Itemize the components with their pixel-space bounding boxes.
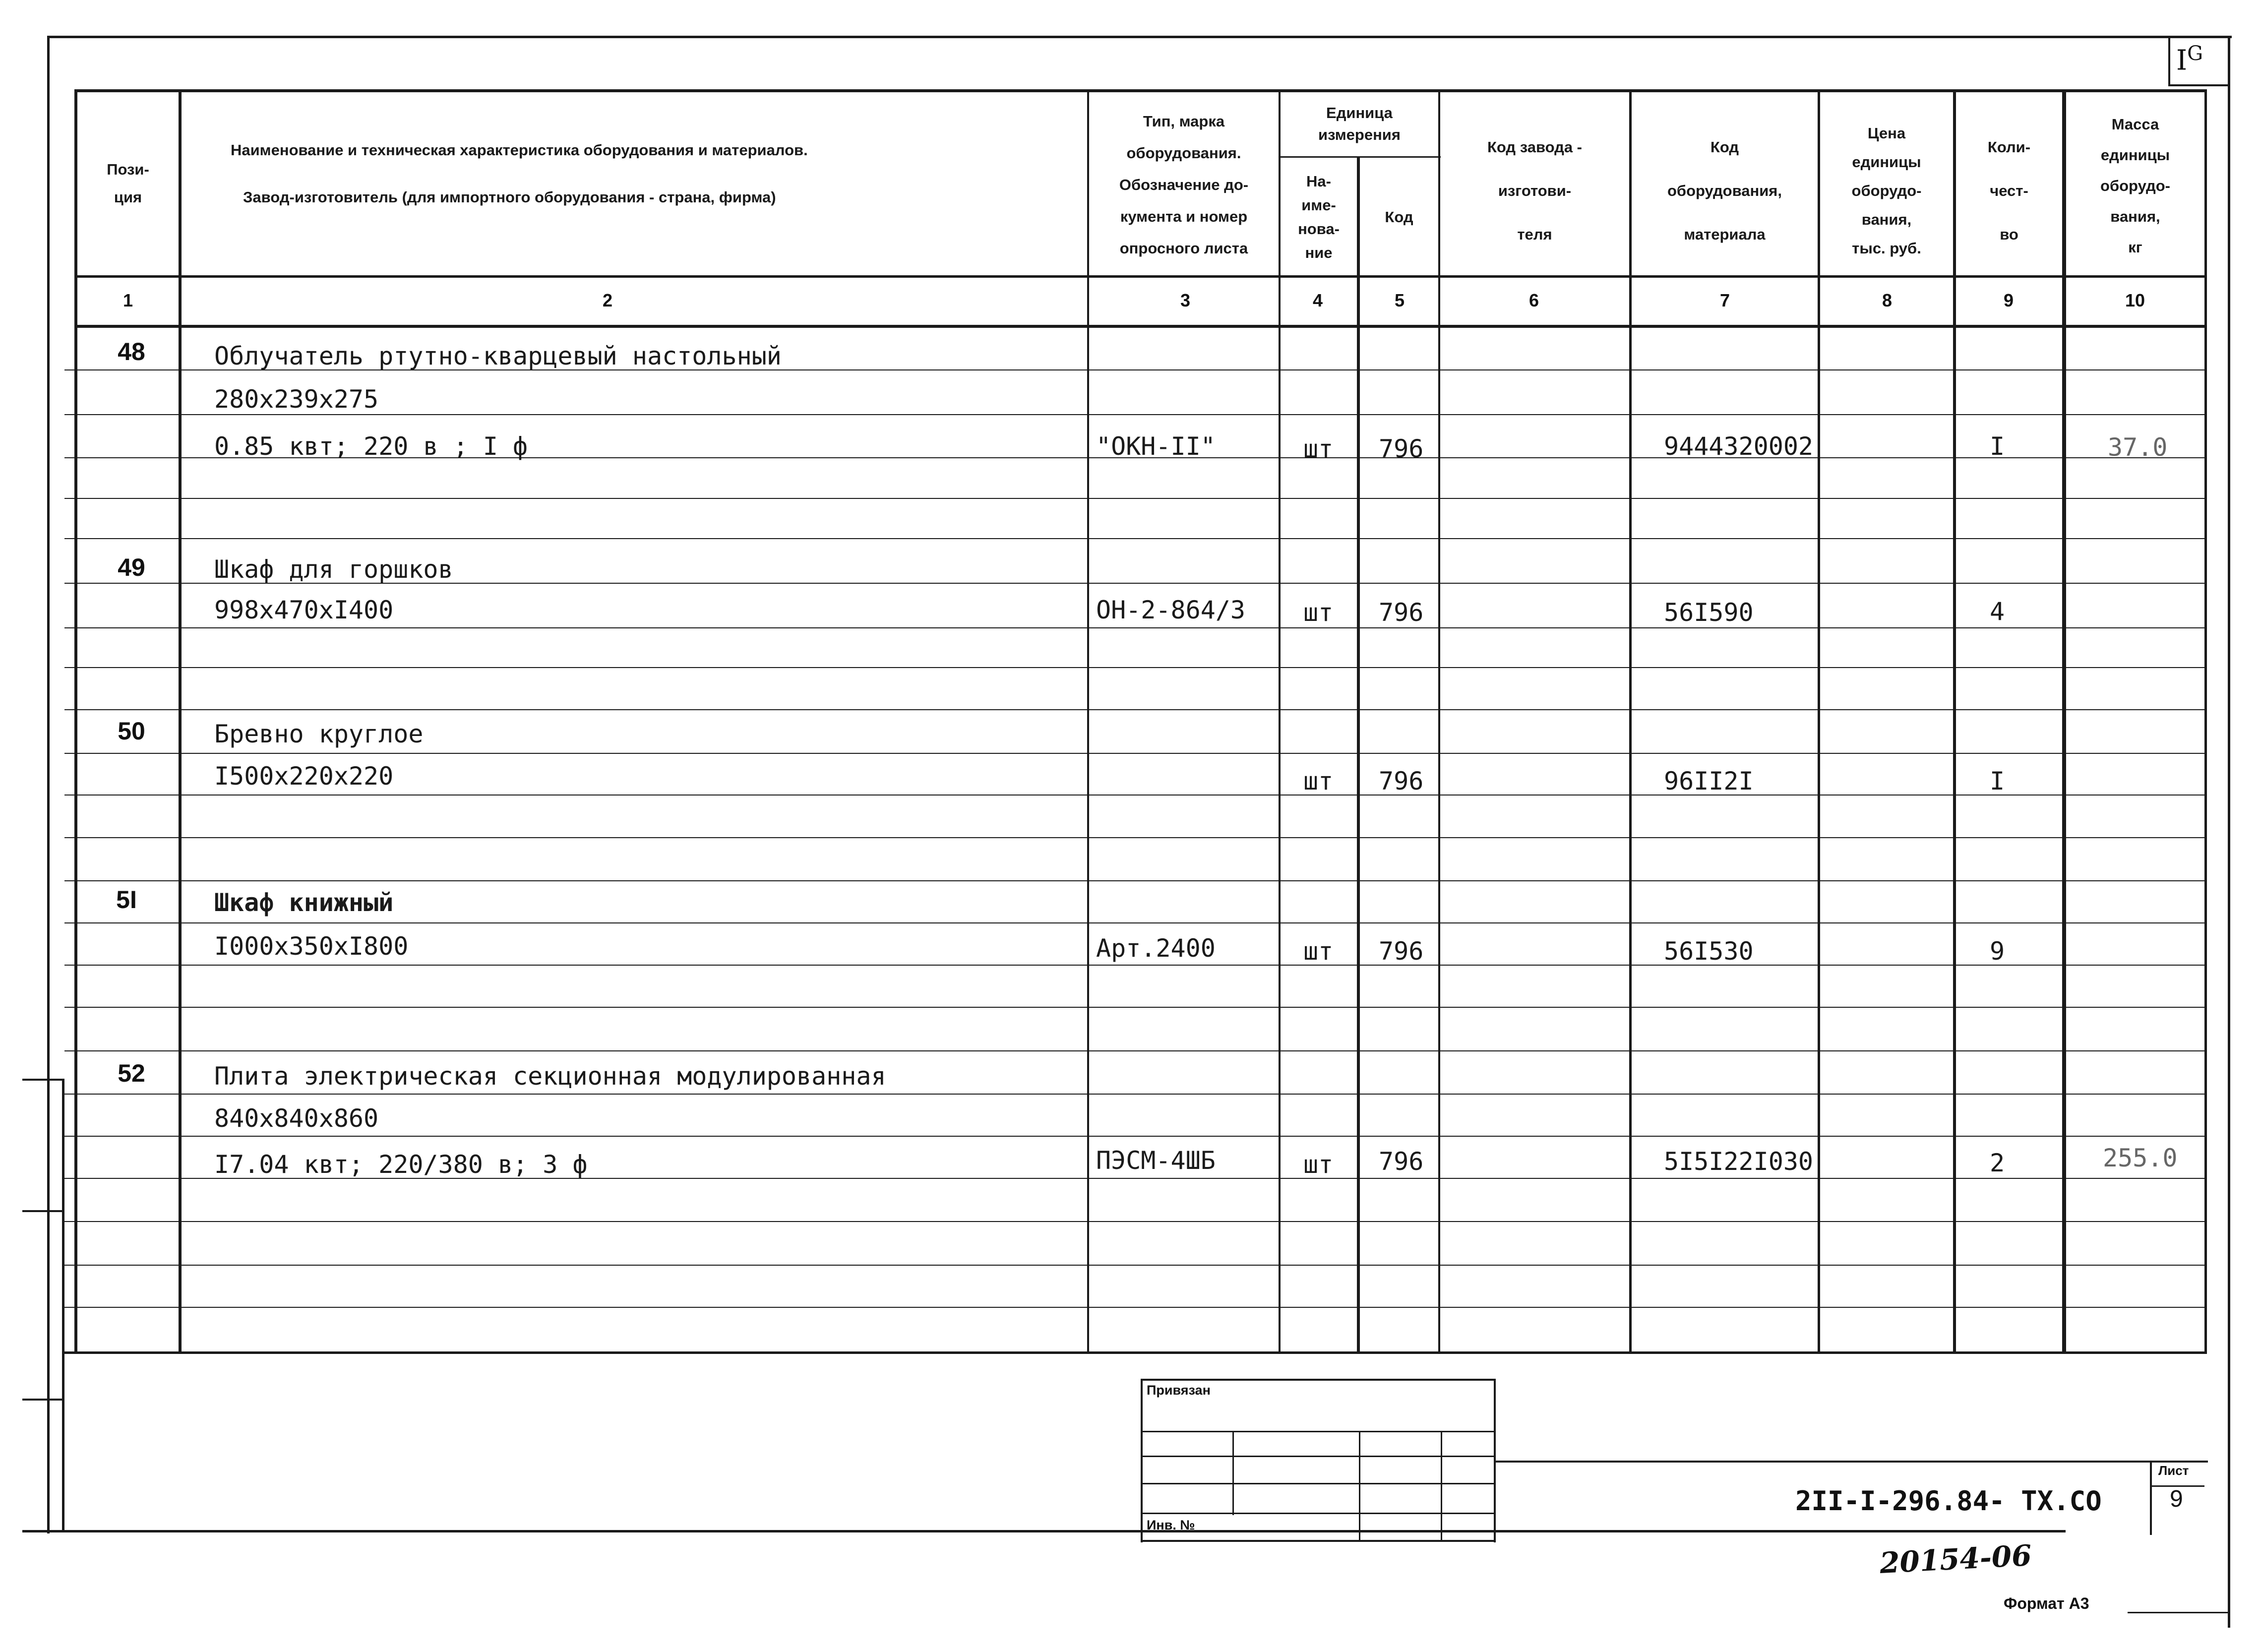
item-mass: 255.0 bbox=[2103, 1144, 2178, 1172]
item-code: 56I530 bbox=[1664, 937, 1754, 966]
column-number: 10 bbox=[2125, 290, 2145, 310]
item-dimensions: 998х470хI400 bbox=[214, 596, 394, 624]
column-number: 4 bbox=[1312, 290, 1323, 310]
item-quantity: I bbox=[1990, 767, 2005, 795]
item-name: Облучатель ртутно-кварцевый настольный bbox=[214, 342, 782, 370]
column-number: 9 bbox=[2003, 290, 2014, 310]
item-name: Шкаф книжный bbox=[214, 888, 394, 917]
item-quantity: 9 bbox=[1990, 937, 2005, 966]
header-unit: Единица измерения bbox=[1318, 104, 1401, 143]
item-quantity: 2 bbox=[1990, 1149, 2005, 1177]
item-dimensions: I000х350хI800 bbox=[214, 932, 409, 961]
column-number: 3 bbox=[1180, 290, 1191, 310]
sheet-number: 9 bbox=[2170, 1486, 2183, 1512]
document-code: 2II-I-296.84- TX.CO bbox=[1795, 1485, 2102, 1517]
header-unit-name: На- име- нова- ние bbox=[1298, 172, 1340, 261]
header-equipment-code: Код оборудования, материала bbox=[1667, 138, 1782, 243]
header-name-line1: Наименование и техническая характеристика оборудования и материалов. bbox=[231, 141, 808, 159]
header-position: Пози- ция bbox=[107, 161, 149, 206]
header-mass: Масса единицы оборудо- вания, кг bbox=[2100, 116, 2170, 256]
item-quantity: I bbox=[1990, 432, 2005, 461]
header-type: Тип, марка оборудования. Обозначение до- кумента и номер опросного листа bbox=[1119, 112, 1249, 257]
item-unit-code: 796 bbox=[1379, 434, 1424, 463]
header-name-line2: Завод-изготовитель (для импортного оборудования - страна, фирма) bbox=[243, 188, 776, 206]
column-number: 5 bbox=[1394, 290, 1405, 310]
item-type: Арт.2400 bbox=[1096, 934, 1216, 963]
header-quantity: Коли- чест- во bbox=[1987, 138, 2031, 243]
item-position: 49 bbox=[118, 553, 145, 581]
item-specs: I7.04 квт; 220/380 в; 3 ф bbox=[214, 1150, 588, 1179]
item-position: 5I bbox=[116, 886, 137, 914]
item-position: 50 bbox=[118, 717, 145, 745]
item-unit-code: 796 bbox=[1379, 937, 1424, 966]
column-number: 8 bbox=[1882, 290, 1893, 310]
item-unit-code: 796 bbox=[1379, 598, 1424, 627]
item-dimensions: 840х840х860 bbox=[214, 1104, 379, 1133]
column-number: 2 bbox=[602, 290, 613, 310]
column-number: 6 bbox=[1528, 290, 1539, 310]
item-name: Шкаф для горшков bbox=[214, 555, 453, 584]
corner-mark bbox=[2176, 42, 2203, 77]
column-number: 7 bbox=[1719, 290, 1730, 310]
header-unit-code: Код bbox=[1385, 208, 1413, 226]
item-dimensions: 280х239х275 bbox=[214, 385, 379, 414]
item-dimensions: I500х220х220 bbox=[214, 762, 394, 791]
item-unit: шт bbox=[1303, 1150, 1334, 1179]
item-unit-code: 796 bbox=[1379, 767, 1424, 795]
item-code: 9444320002 bbox=[1664, 432, 1814, 461]
corner-mark-main: I bbox=[2176, 44, 2188, 77]
item-name: Плита электрическая секционная модулированная bbox=[214, 1062, 886, 1091]
item-position: 48 bbox=[118, 338, 145, 366]
item-type: ОН-2-864/3 bbox=[1096, 596, 1246, 624]
item-mass: 37.0 bbox=[2108, 433, 2168, 462]
item-code: 56I590 bbox=[1664, 598, 1754, 627]
handwritten-number: 20154-06 bbox=[1879, 1538, 2033, 1580]
item-quantity: 4 bbox=[1990, 597, 2005, 626]
format-label: Формат А3 bbox=[2004, 1594, 2089, 1612]
item-unit-code: 796 bbox=[1379, 1147, 1424, 1176]
item-specs: 0.85 квт; 220 в ; I ф bbox=[214, 432, 528, 461]
sheet-label: Лист bbox=[2158, 1463, 2189, 1478]
item-code: 96II2I bbox=[1664, 767, 1754, 795]
item-type: ПЭСМ-4ШБ bbox=[1096, 1146, 1216, 1175]
item-unit: шт bbox=[1303, 767, 1334, 795]
item-unit: шт bbox=[1303, 937, 1334, 966]
item-code: 5I5I22I030 bbox=[1664, 1147, 1814, 1176]
header-price: Цена единицы оборудо- вания, тыс. руб. bbox=[1851, 124, 1922, 257]
stamp-attached-label: Привязан bbox=[1147, 1383, 1211, 1398]
item-type: "ОКН-II" bbox=[1096, 432, 1216, 461]
corner-mark-sup: G bbox=[2187, 42, 2203, 65]
item-unit: шт bbox=[1303, 598, 1334, 627]
column-number: 1 bbox=[122, 290, 133, 310]
item-name: Бревно круглое bbox=[214, 720, 424, 748]
stamp-inventory-label: Инв. № bbox=[1147, 1518, 1195, 1532]
item-position: 52 bbox=[118, 1059, 145, 1087]
item-unit: шт bbox=[1303, 434, 1334, 463]
header-factory-code: Код завода - изготови- теля bbox=[1487, 138, 1582, 243]
